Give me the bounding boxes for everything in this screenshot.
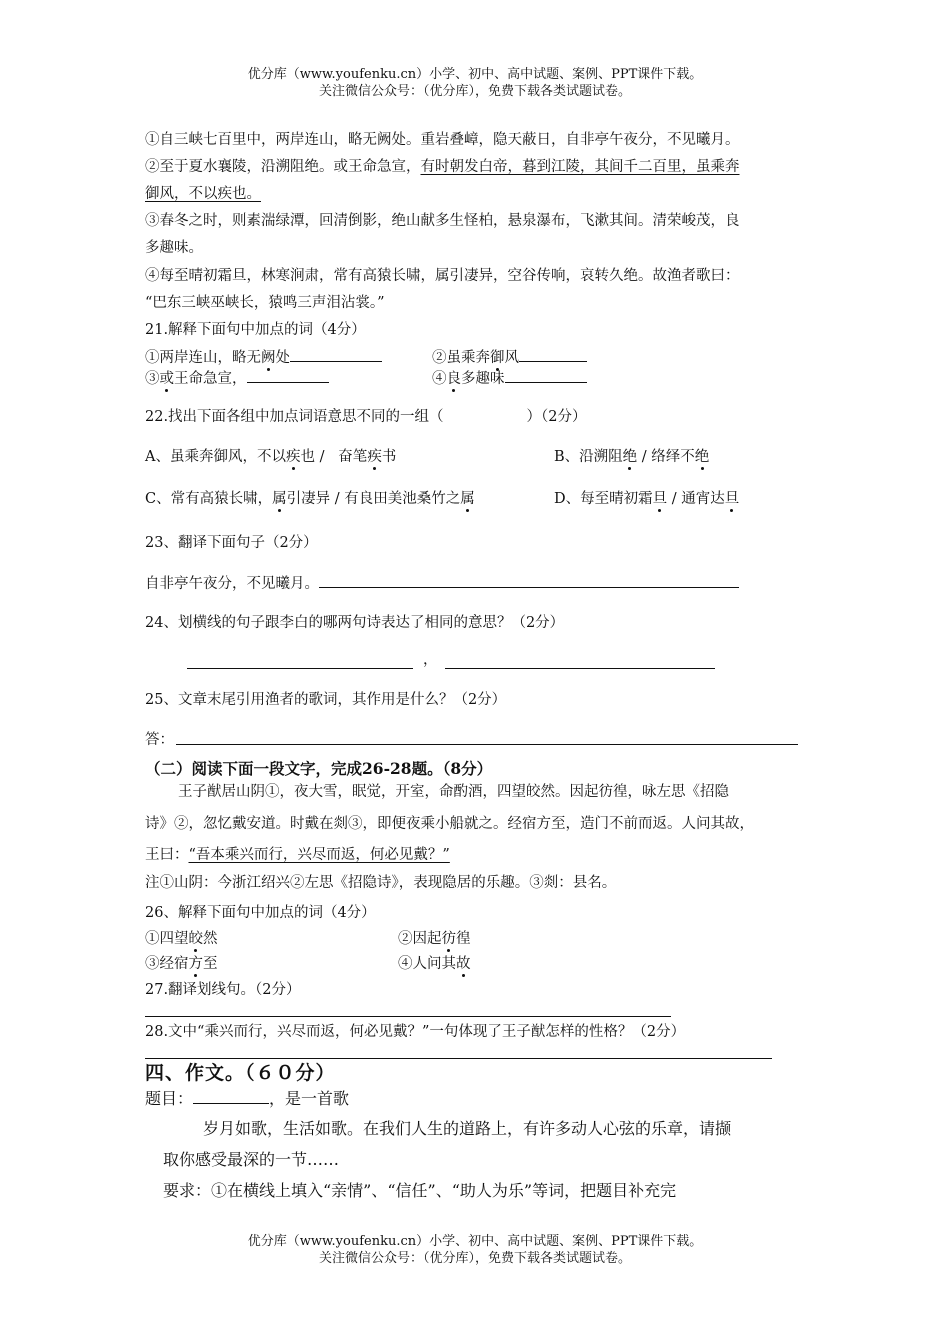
section-2-title: （二）阅读下面一段文字，完成26-28题。（8分） xyxy=(145,759,493,778)
section-2-line-2: 诗》②，忽忆戴安道。时戴在剡③，即便夜乘小船就之。经宿方至，造门不前而返。人问其故， xyxy=(145,816,754,832)
answer-line[interactable] xyxy=(145,1058,772,1059)
q24-comma: ， xyxy=(423,652,438,668)
passage-paragraph-2-cont xyxy=(145,184,261,204)
essay-intro-line-2: 取你感受最深的一节…… xyxy=(163,1150,340,1169)
answer-blank[interactable] xyxy=(505,368,587,383)
passage-paragraph-4: ④每至晴初霜旦，林寒涧肃，常有高猿长啸，属引凄异，空谷传响，哀转久绝。故渔者歌曰： xyxy=(145,268,740,284)
essay-requirement: 要求：①在横线上填入“亲情”、“信任”、“助人为乐”等词，把题目补充完 xyxy=(163,1181,677,1200)
q21-item-b: ②虽乘奔御风 xyxy=(432,347,587,368)
answer-blank[interactable] xyxy=(519,347,587,362)
topic-blank[interactable] xyxy=(193,1089,269,1104)
underlined-sentence-cont: 御风，不以疾也。 xyxy=(145,186,261,202)
q26-item-c: ③经宿方至 xyxy=(145,956,218,972)
header-line-2: 关注微信公众号：（优分库），免费下载各类试题试卷。 xyxy=(318,84,631,99)
q22-option-a: A、虽乘奔御风，不以疾也 / 奋笔疾书 xyxy=(145,449,397,465)
essay-intro-line-1: 岁月如歌，生活如歌。在我们人生的道路上，有许多动人心弦的乐章，请撷 xyxy=(203,1119,732,1138)
footer-line-2: 关注微信公众号：（优分库），免费下载各类试题试卷。 xyxy=(318,1251,631,1266)
answer-blank[interactable] xyxy=(290,347,382,362)
footer-line-1: 优分库（www.youfenku.cn）小学、初中、高中试题、案例、PPT课件下载。 xyxy=(247,1234,703,1249)
answer-line[interactable] xyxy=(187,668,413,669)
q27-title: 27.翻译划线句。（2分） xyxy=(145,982,301,998)
q21-item-a: ①两岸连山，略无阙处 xyxy=(145,347,382,368)
underlined-sentence: 有时朝发白帝，暮到江陵，其间千二百里，虽乘奔 xyxy=(420,159,740,175)
q22-option-b: B、沿溯阻绝 / 络绎不绝 xyxy=(554,449,710,465)
q22-title: 22.找出下面各组中加点词语意思不同的一组（ ）（2分） xyxy=(145,409,587,425)
passage-paragraph-3-cont: 多趣味。 xyxy=(145,240,203,256)
q26-item-d: ④人问其故 xyxy=(398,956,471,972)
answer-line[interactable] xyxy=(319,573,739,588)
underlined-sentence: “吾本乘兴而行，兴尽而返，何必见戴？” xyxy=(188,847,450,863)
q26-item-b: ②因起彷徨 xyxy=(398,931,471,947)
section-2-line-1: 王子猷居山阴①，夜大雪，眠觉，开室，命酌酒，四望皎然。因起彷徨，咏左思《招隐 xyxy=(178,784,729,800)
passage-paragraph-4-cont: “巴东三峡巫峡长，猿鸣三声泪沾裳。” xyxy=(145,295,385,311)
page-footer xyxy=(0,1233,950,1267)
answer-line[interactable] xyxy=(145,1016,671,1017)
answer-line[interactable] xyxy=(176,744,798,745)
answer-line[interactable] xyxy=(445,668,715,669)
q24-title: 24、划横线的句子跟李白的哪两句诗表达了相同的意思？（2分） xyxy=(145,615,565,631)
answer-blank[interactable] xyxy=(247,368,329,383)
q23-title: 23、翻译下面句子（2分） xyxy=(145,535,318,551)
essay-topic: 题目： ，是一首歌 xyxy=(145,1089,350,1108)
q22-option-c: C、常有高猿长啸，属引凄异 / 有良田美池桑竹之属 xyxy=(145,491,475,507)
q25-title: 25、文章末尾引用渔者的歌词，其作用是什么？（2分） xyxy=(145,692,507,708)
q22-option-d: D、每至晴初霜旦 / 通宵达旦 xyxy=(554,491,740,507)
q21-title: 21.解释下面句中加点的词（4分） xyxy=(145,322,366,338)
passage-paragraph-2: ②至于夏水襄陵，沿溯阻绝。或王命急宣，有时朝发白帝，暮到江陵，其间千二百里，虽乘奔 xyxy=(145,159,740,175)
section-2-line-3: 王曰：“吾本乘兴而行，兴尽而返，何必见戴？” xyxy=(145,847,450,863)
page-header xyxy=(0,66,950,100)
q26-title: 26、解释下面句中加点的词（4分） xyxy=(145,905,376,921)
q26-item-a: ①四望皎然 xyxy=(145,931,218,947)
header-line-1: 优分库（www.youfenku.cn）小学、初中、高中试题、案例、PPT课件下载。 xyxy=(247,67,703,82)
q25-answer-label: 答： xyxy=(145,732,174,748)
passage-paragraph-1: ①自三峡七百里中，两岸连山，略无阙处。重岩叠嶂，隐天蔽日，自非亭午夜分，不见曦月。 xyxy=(145,132,740,148)
q28-title: 28.文中“乘兴而行，兴尽而返，何必见戴？”一句体现了王子猷怎样的性格？（2分） xyxy=(145,1024,686,1040)
q21-item-c: ③或王命急宣， xyxy=(145,368,329,389)
q21-item-d: ④良多趣味 xyxy=(432,368,587,389)
section-4-title: 四、作文。（６０分） xyxy=(145,1062,336,1084)
q23-sentence: 自非亭午夜分，不见曦月。 xyxy=(145,573,739,594)
section-2-note: 注①山阴：今浙江绍兴②左思《招隐诗》，表现隐居的乐趣。③剡：县名。 xyxy=(145,875,617,891)
passage-paragraph-3: ③春冬之时，则素湍绿潭，回清倒影，绝山献多生怪柏，悬泉瀑布，飞漱其间。清荣峻茂，良 xyxy=(145,213,740,229)
